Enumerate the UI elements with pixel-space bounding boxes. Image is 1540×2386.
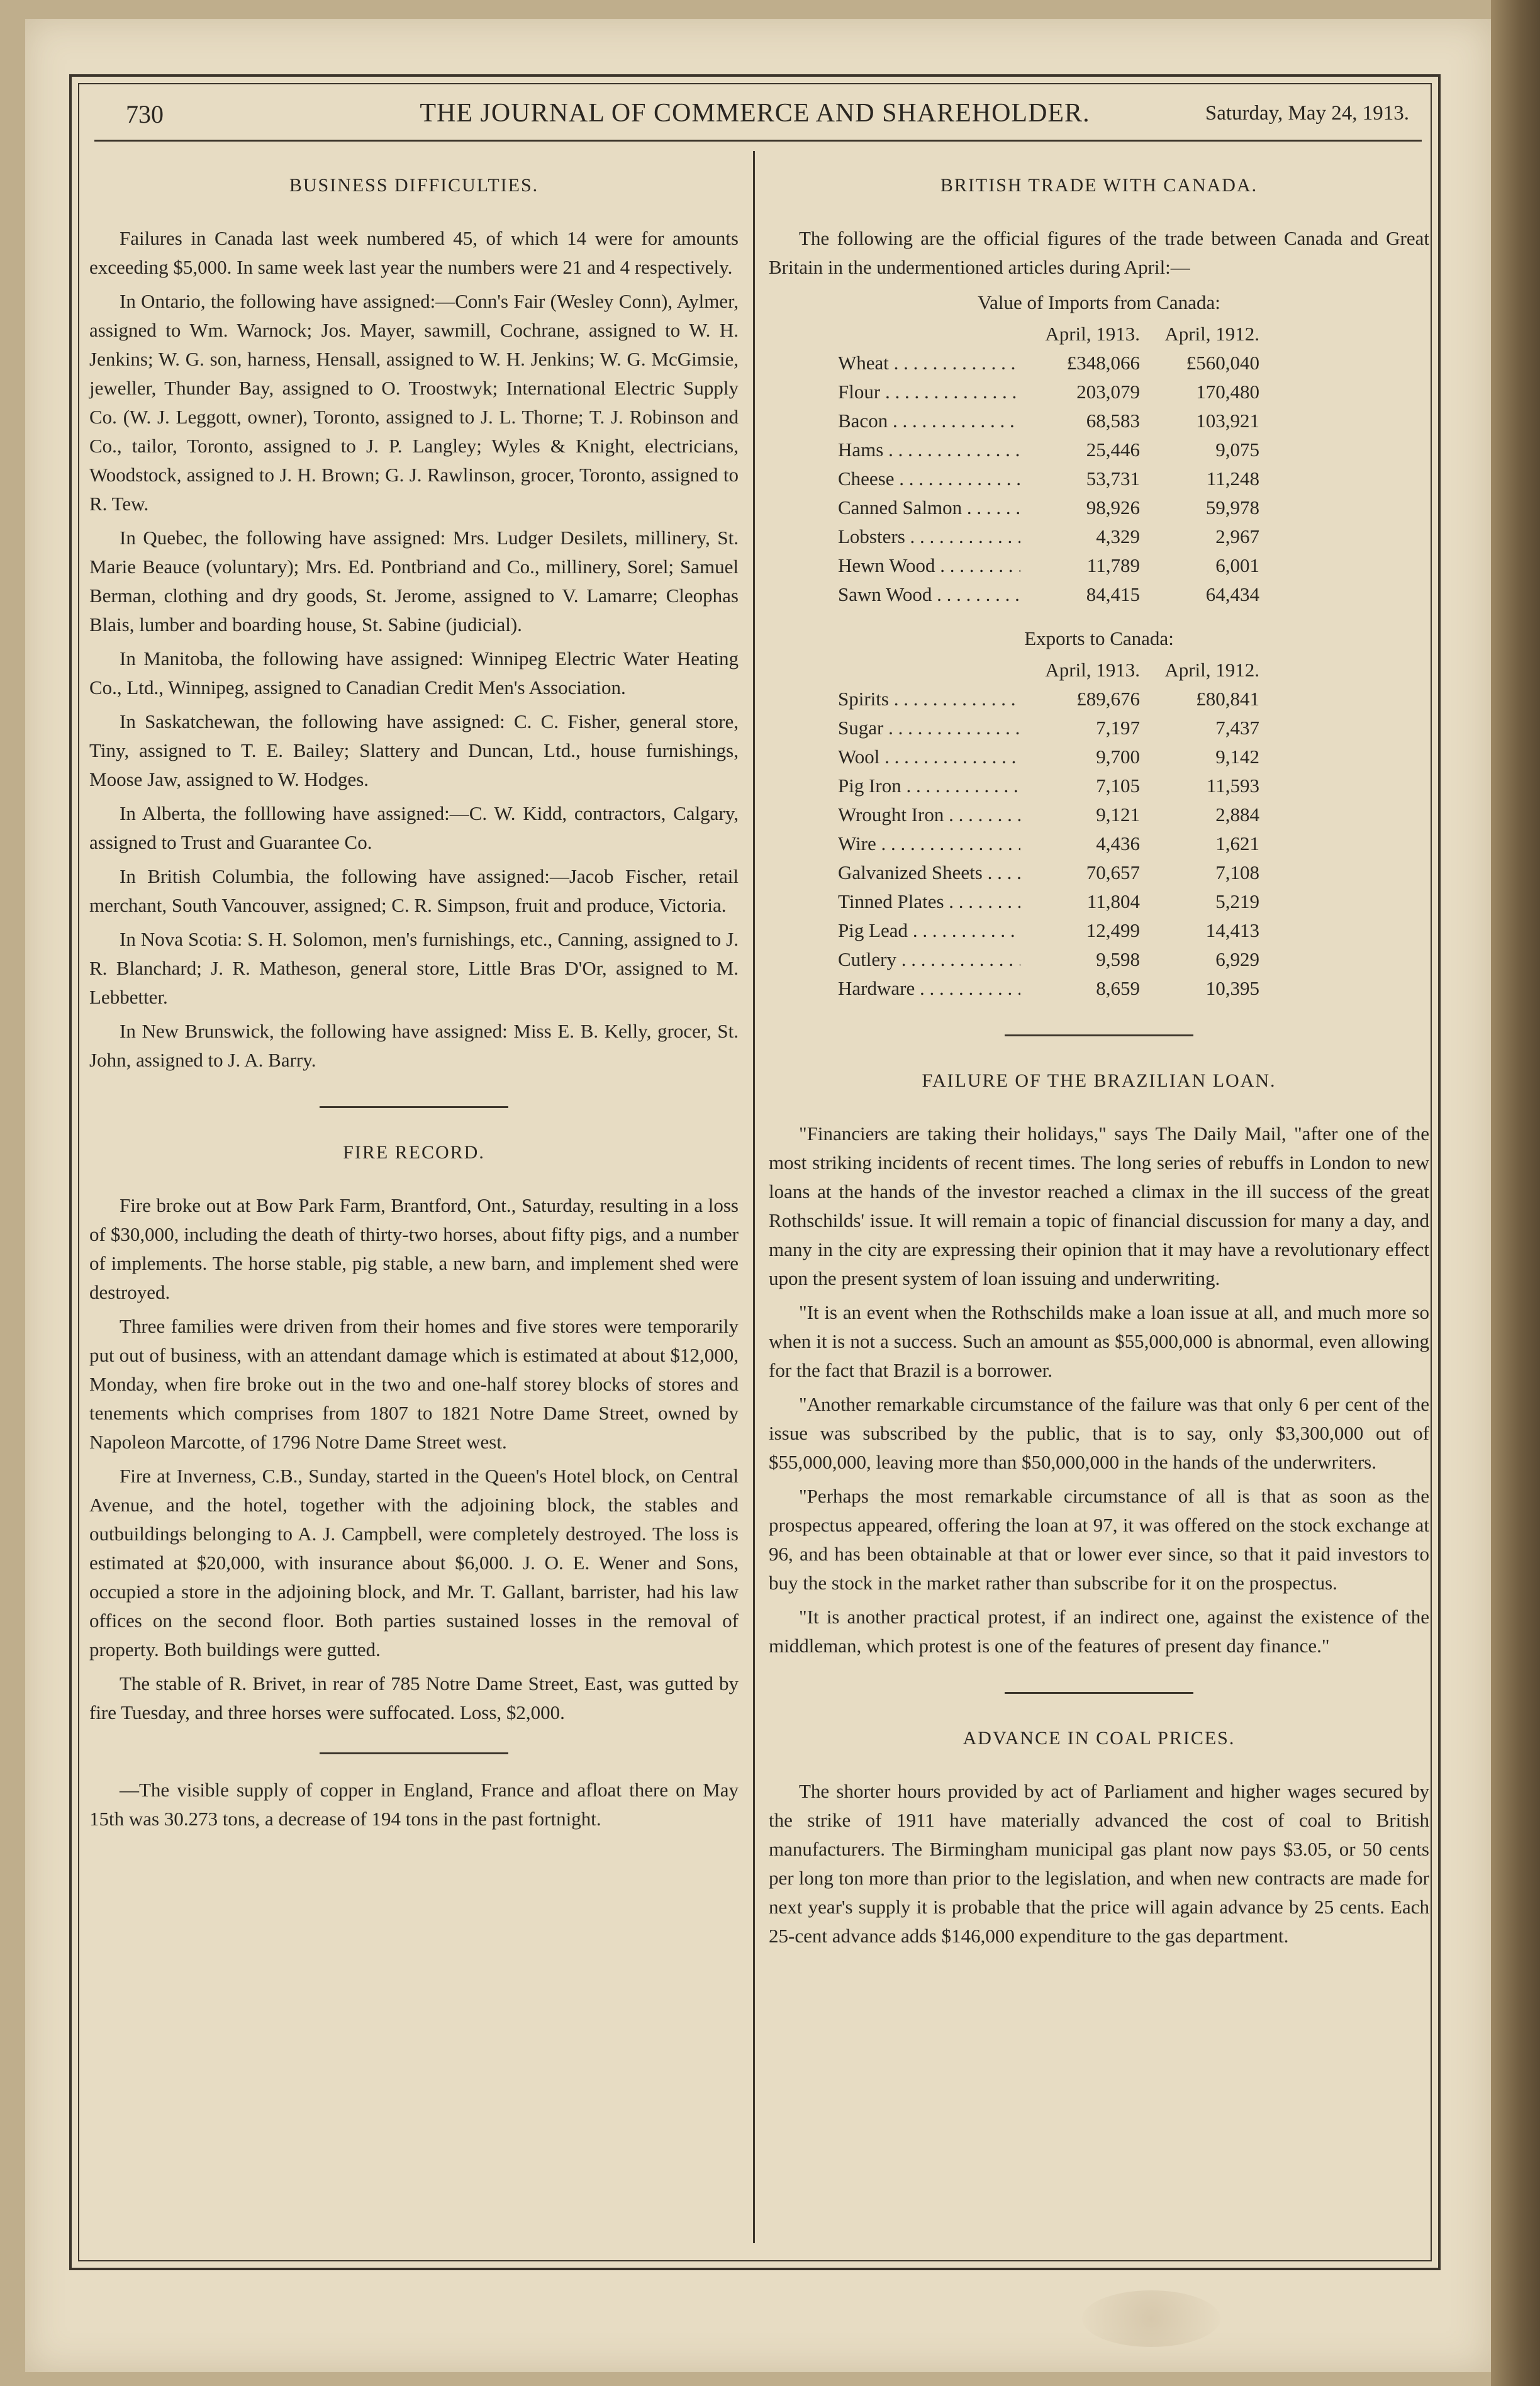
paragraph: Fire broke out at Bow Park Farm, Brantford, Ont., Saturday, resulting in a loss of $30,000, including the death of thirty-two horses, about fifty pigs, and a number of implements. The horse stable, pig stable, a new barn, and implement shed were destroyed. <box>89 1194 739 1303</box>
value-1913: £348,066 <box>1066 352 1140 374</box>
table-row <box>838 435 1429 464</box>
table-row <box>838 493 1429 522</box>
right-column <box>769 171 1429 1956</box>
value-1913: 4,436 <box>1096 832 1140 854</box>
value-1913: 68,583 <box>1086 410 1140 432</box>
paragraph: "Another remarkable circumstance of the failure was that only 6 per cent of the issue was subscribed by the public, that is to say, only $3,300,000 out of $55,000,000, leaving more than $50,000,000 in the hands of the underwriters. <box>769 1393 1429 1473</box>
paragraph: In Ontario, the following have assigned:—Conn's Fair (Wesley Conn), Aylmer, assigned to Wm. Warnock; Jos. Mayer, sawmill, Cochrane, assigned to W. H. Jenkins; W. G. son, harness, Hensall, assigned to W. H. Jenkins; W. G. McGimsie, jeweller, Thunder Bay, assigned to O. Troostwyk; International Electric Supply Co. (W. J. Leggott, owner), Toronto, assigned to J. L. Thorne; T. J. Robinson and Co., tailor, Toronto, assigned to J. P. Langley; Wyles & Knight, electricians, Woodstock, assigned to J. H. Brown; G. J. Rawlinson, grocer, Toronto, assigned to R. Tew. <box>89 290 739 515</box>
value-1913: 7,105 <box>1096 775 1140 797</box>
value-1912: 103,921 <box>1196 410 1259 432</box>
table-row <box>838 406 1429 435</box>
value-1912: 14,413 <box>1205 919 1259 941</box>
column-divider <box>753 151 755 2243</box>
table-row <box>838 349 1429 378</box>
journal-title: THE JOURNAL OF COMMERCE AND SHAREHOLDER. <box>420 99 1090 128</box>
value-1913: 25,446 <box>1086 439 1140 461</box>
page-number: 730 <box>126 100 164 128</box>
british-trade-article <box>769 171 1429 1003</box>
value-1912: £80,841 <box>1196 688 1259 710</box>
table-row <box>838 551 1429 580</box>
value-1912: 59,978 <box>1205 496 1259 518</box>
row-item: Hardware . . . <box>838 974 1020 1003</box>
row-item: Hams . . . <box>838 435 1020 464</box>
left-column <box>89 171 739 1839</box>
value-1913: 98,926 <box>1086 496 1140 518</box>
value-1912: 5,219 <box>1215 890 1259 912</box>
value-1913: 11,789 <box>1086 554 1140 576</box>
section-separator <box>320 1106 508 1108</box>
column-header-1913: April, 1913. <box>1045 323 1140 345</box>
value-1913: 84,415 <box>1086 583 1140 605</box>
value-1912: 9,075 <box>1215 439 1259 461</box>
row-item: Hewn Wood . . . <box>838 551 1020 580</box>
paragraph: In Alberta, the folllowing have assigned:—C. W. Kidd, contractors, Calgary, assigned to Trust and Guarantee Co. <box>89 802 739 853</box>
paragraph: In Quebec, the following have assigned: Mrs. Ludger Desilets, millinery, St. Marie Beauce (voluntary); Mrs. Ed. Pontbriand and Co., millinery, Sorel; Samuel Berman, clothing and dry goods, St. Jerome, assigned to V. Lamarre; Cleophas Blais, lumber and boarding house, St. Sabine (judicial). <box>89 527 739 636</box>
paragraph: "It is an event when the Rothschilds make a loan issue at all, and much more so when it is not a success. Such an amount as $55,000,000 is abnormal, even allowing for the fact that Brazil is a borrower. <box>769 1301 1429 1381</box>
article-heading: ADVANCE IN COAL PRICES. <box>962 1728 1236 1749</box>
row-item: Wire . . . <box>838 829 1020 858</box>
row-item: Sawn Wood . . . <box>838 580 1020 609</box>
paragraph: Three families were driven from their homes and five stores were temporarily put out of business, with an attendant damage which is estimated at about $12,000, Monday, when fire broke out in the two and one-half storey blocks of stores and tenements which comprises from 1807 to 1821 Notre Dame Street, owned by Napoleon Marcotte, of 1796 Notre Dame Street west. <box>89 1315 739 1453</box>
value-1913: 12,499 <box>1086 919 1140 941</box>
column-header-1912: April, 1912. <box>1164 323 1259 345</box>
table-row <box>838 945 1429 974</box>
value-1913: 9,598 <box>1096 948 1140 970</box>
value-1912: 6,929 <box>1215 948 1259 970</box>
exports-table-title: Exports to Canada: <box>1024 627 1174 649</box>
paragraph: In Nova Scotia: S. H. Solomon, men's furnishings, etc., Canning, assigned to J. R. Blanchard; J. R. Matheson, general store, Little Bras D'Or, assigned to M. Lebbetter. <box>89 928 739 1008</box>
table-row <box>838 522 1429 551</box>
section-separator <box>320 1752 508 1754</box>
table-row <box>838 800 1429 829</box>
table-row <box>838 829 1429 858</box>
table-row <box>838 887 1429 916</box>
table-row <box>838 974 1429 1003</box>
value-1913: 9,121 <box>1096 804 1140 826</box>
table-row <box>838 771 1429 800</box>
table-row <box>838 714 1429 742</box>
paragraph: The following are the official figures of the trade between Canada and Great Britain in the undermentioned articles during April:— <box>769 227 1429 278</box>
table-row <box>838 580 1429 609</box>
row-item: Bacon . . . <box>838 406 1020 435</box>
row-item: Canned Salmon . . . <box>838 493 1020 522</box>
brazilian-loan-article <box>769 1067 1429 1661</box>
business-difficulties-article <box>89 171 739 1075</box>
paragraph: In New Brunswick, the following have assigned: Miss E. B. Kelly, grocer, St. John, assigned to J. A. Barry. <box>89 1020 739 1071</box>
imports-table <box>769 320 1429 609</box>
value-1912: 7,108 <box>1215 861 1259 883</box>
table-row <box>838 464 1429 493</box>
article-heading: BRITISH TRADE WITH CANADA. <box>940 175 1258 196</box>
imports-table-title: Value of Imports from Canada: <box>978 291 1220 313</box>
table-row <box>838 685 1429 714</box>
paragraph: In Manitoba, the following have assigned: Winnipeg Electric Water Heating Co., Ltd., Winnipeg, assigned to Canadian Credit Men's Association. <box>89 647 739 698</box>
value-1912: 7,437 <box>1215 717 1259 739</box>
issue-date: Saturday, May 24, 1913. <box>1205 102 1409 125</box>
value-1913: 11,804 <box>1086 890 1140 912</box>
value-1912: 64,434 <box>1205 583 1259 605</box>
row-item: Wheat . . . <box>838 349 1020 378</box>
paper-stain <box>1082 2290 1220 2347</box>
paragraph: "It is another practical protest, if an indirect one, against the existence of the middleman, which protest is one of the features of present day finance." <box>769 1606 1429 1657</box>
value-1912: 1,621 <box>1215 832 1259 854</box>
row-item: Tinned Plates . . . <box>838 887 1020 916</box>
value-1913: 4,329 <box>1096 525 1140 547</box>
value-1913: 53,731 <box>1086 468 1140 490</box>
column-header-1913: April, 1913. <box>1045 659 1140 681</box>
paragraph: The stable of R. Brivet, in rear of 785 Notre Dame Street, East, was gutted by fire Tuesday, and three horses were suffocated. Loss, $2,000. <box>89 1672 739 1723</box>
value-1912: 2,884 <box>1215 804 1259 826</box>
section-separator <box>1005 1692 1193 1694</box>
row-item: Wool . . . <box>838 742 1020 771</box>
value-1912: 11,248 <box>1206 468 1259 490</box>
value-1912: £560,040 <box>1186 352 1259 374</box>
paragraph: Failures in Canada last week numbered 45, of which 14 were for amounts exceeding $5,000. In same week last year the numbers were 21 and 4 respectively. <box>89 227 739 278</box>
value-1913: 9,700 <box>1096 746 1140 768</box>
fire-record-article <box>89 1138 739 1727</box>
paragraph: "Financiers are taking their holidays," says The Daily Mail, "after one of the most striking incidents of recent times. The long series of rebuffs in London to new loans at the hands of the investor reached a climax in the ill success of the great Rothschilds' issue. It will remain a topic of financial discussion for many a day, and many in the city are expressing their opinion that it may have a revolutionary effect upon the present system of loan issuing and underwriting. <box>769 1123 1429 1289</box>
row-item: Flour . . . <box>838 378 1020 406</box>
exports-table <box>769 656 1429 1003</box>
binding-edge <box>1491 0 1540 2386</box>
paragraph: "Perhaps the most remarkable circumstance of all is that as soon as the prospectus appeared, offering the loan at 97, it was offered on the stock exchange at 96, and has been obtainable at that or lower ever since, so that it paid investors to buy the stock in the market rather than subscribe for it on the prospectus. <box>769 1485 1429 1594</box>
column-header-1912: April, 1912. <box>1164 659 1259 681</box>
row-item: Sugar . . . <box>838 714 1020 742</box>
value-1913: 203,079 <box>1076 381 1140 403</box>
value-1913: £89,676 <box>1076 688 1140 710</box>
article-heading: FAILURE OF THE BRAZILIAN LOAN. <box>922 1070 1276 1091</box>
table-row <box>838 858 1429 887</box>
row-item: Spirits . . . <box>838 685 1020 714</box>
paragraph: The shorter hours provided by act of Parliament and higher wages secured by the strike of 1911 have materially advanced the cost of coal to British manufacturers. The Birmingham municipal gas plant now pays $3.05, or 50 cents per long ton more than prior to the legislation, and when new contracts are made for next year's supply it is probable that the price will again advance by 25 cents. Each 25-cent advance adds $146,000 expenditure to the gas department. <box>769 1780 1429 1947</box>
value-1912: 9,142 <box>1215 746 1259 768</box>
row-item: Pig Iron . . . <box>838 771 1020 800</box>
section-separator <box>1005 1034 1193 1036</box>
table-header <box>1020 656 1429 685</box>
article-heading: BUSINESS DIFFICULTIES. <box>289 175 539 196</box>
article-heading: FIRE RECORD. <box>343 1142 485 1163</box>
value-1913: 8,659 <box>1096 977 1140 999</box>
paragraph: Fire at Inverness, C.B., Sunday, started in the Queen's Hotel block, on Central Avenue, and the hotel, together with the adjoining block, the stables and outbuildings belonging to A. J. Campbell, were completely destroyed. The loss is estimated at $20,000, with insurance about $6,000. J. O. E. Wener and Sons, occupied a store in the adjoining block, and Mr. T. Gallant, barrister, had his law offices on the second floor. Both parties sustained losses in the removal of property. Both buildings were gutted. <box>89 1465 739 1661</box>
table-row <box>838 742 1429 771</box>
page-header <box>94 93 1415 137</box>
row-item: Lobsters . . . <box>838 522 1020 551</box>
value-1912: 10,395 <box>1205 977 1259 999</box>
copper-supply-note: —The visible supply of copper in England, France and afloat there on May 15th was 30.273 tons, a decrease of 194 tons in the past fortnight. <box>89 1779 739 1830</box>
table-row <box>838 378 1429 406</box>
table-row <box>838 916 1429 945</box>
value-1913: 70,657 <box>1086 861 1140 883</box>
row-item: Galvanized Sheets . . . <box>838 858 1020 887</box>
value-1913: 7,197 <box>1096 717 1140 739</box>
paragraph: In British Columbia, the following have assigned:—Jacob Fischer, retail merchant, South Vancouver, assigned; C. R. Simpson, fruit and produce, Victoria. <box>89 865 739 916</box>
row-item: Pig Lead . . . <box>838 916 1020 945</box>
value-1912: 170,480 <box>1196 381 1259 403</box>
paragraph: In Saskatchewan, the following have assigned: C. C. Fisher, general store, Tiny, assigned to T. E. Bailey; Slattery and Duncan, Ltd., house furnishings, Moose Jaw, assigned to W. Hodges. <box>89 710 739 790</box>
row-item: Cheese . . . <box>838 464 1020 493</box>
coal-prices-article <box>769 1724 1429 1951</box>
row-item: Wrought Iron . . . <box>838 800 1020 829</box>
table-header <box>1020 320 1429 349</box>
row-item: Cutlery . . . <box>838 945 1020 974</box>
value-1912: 6,001 <box>1215 554 1259 576</box>
header-rule <box>94 140 1422 142</box>
value-1912: 11,593 <box>1206 775 1259 797</box>
value-1912: 2,967 <box>1215 525 1259 547</box>
